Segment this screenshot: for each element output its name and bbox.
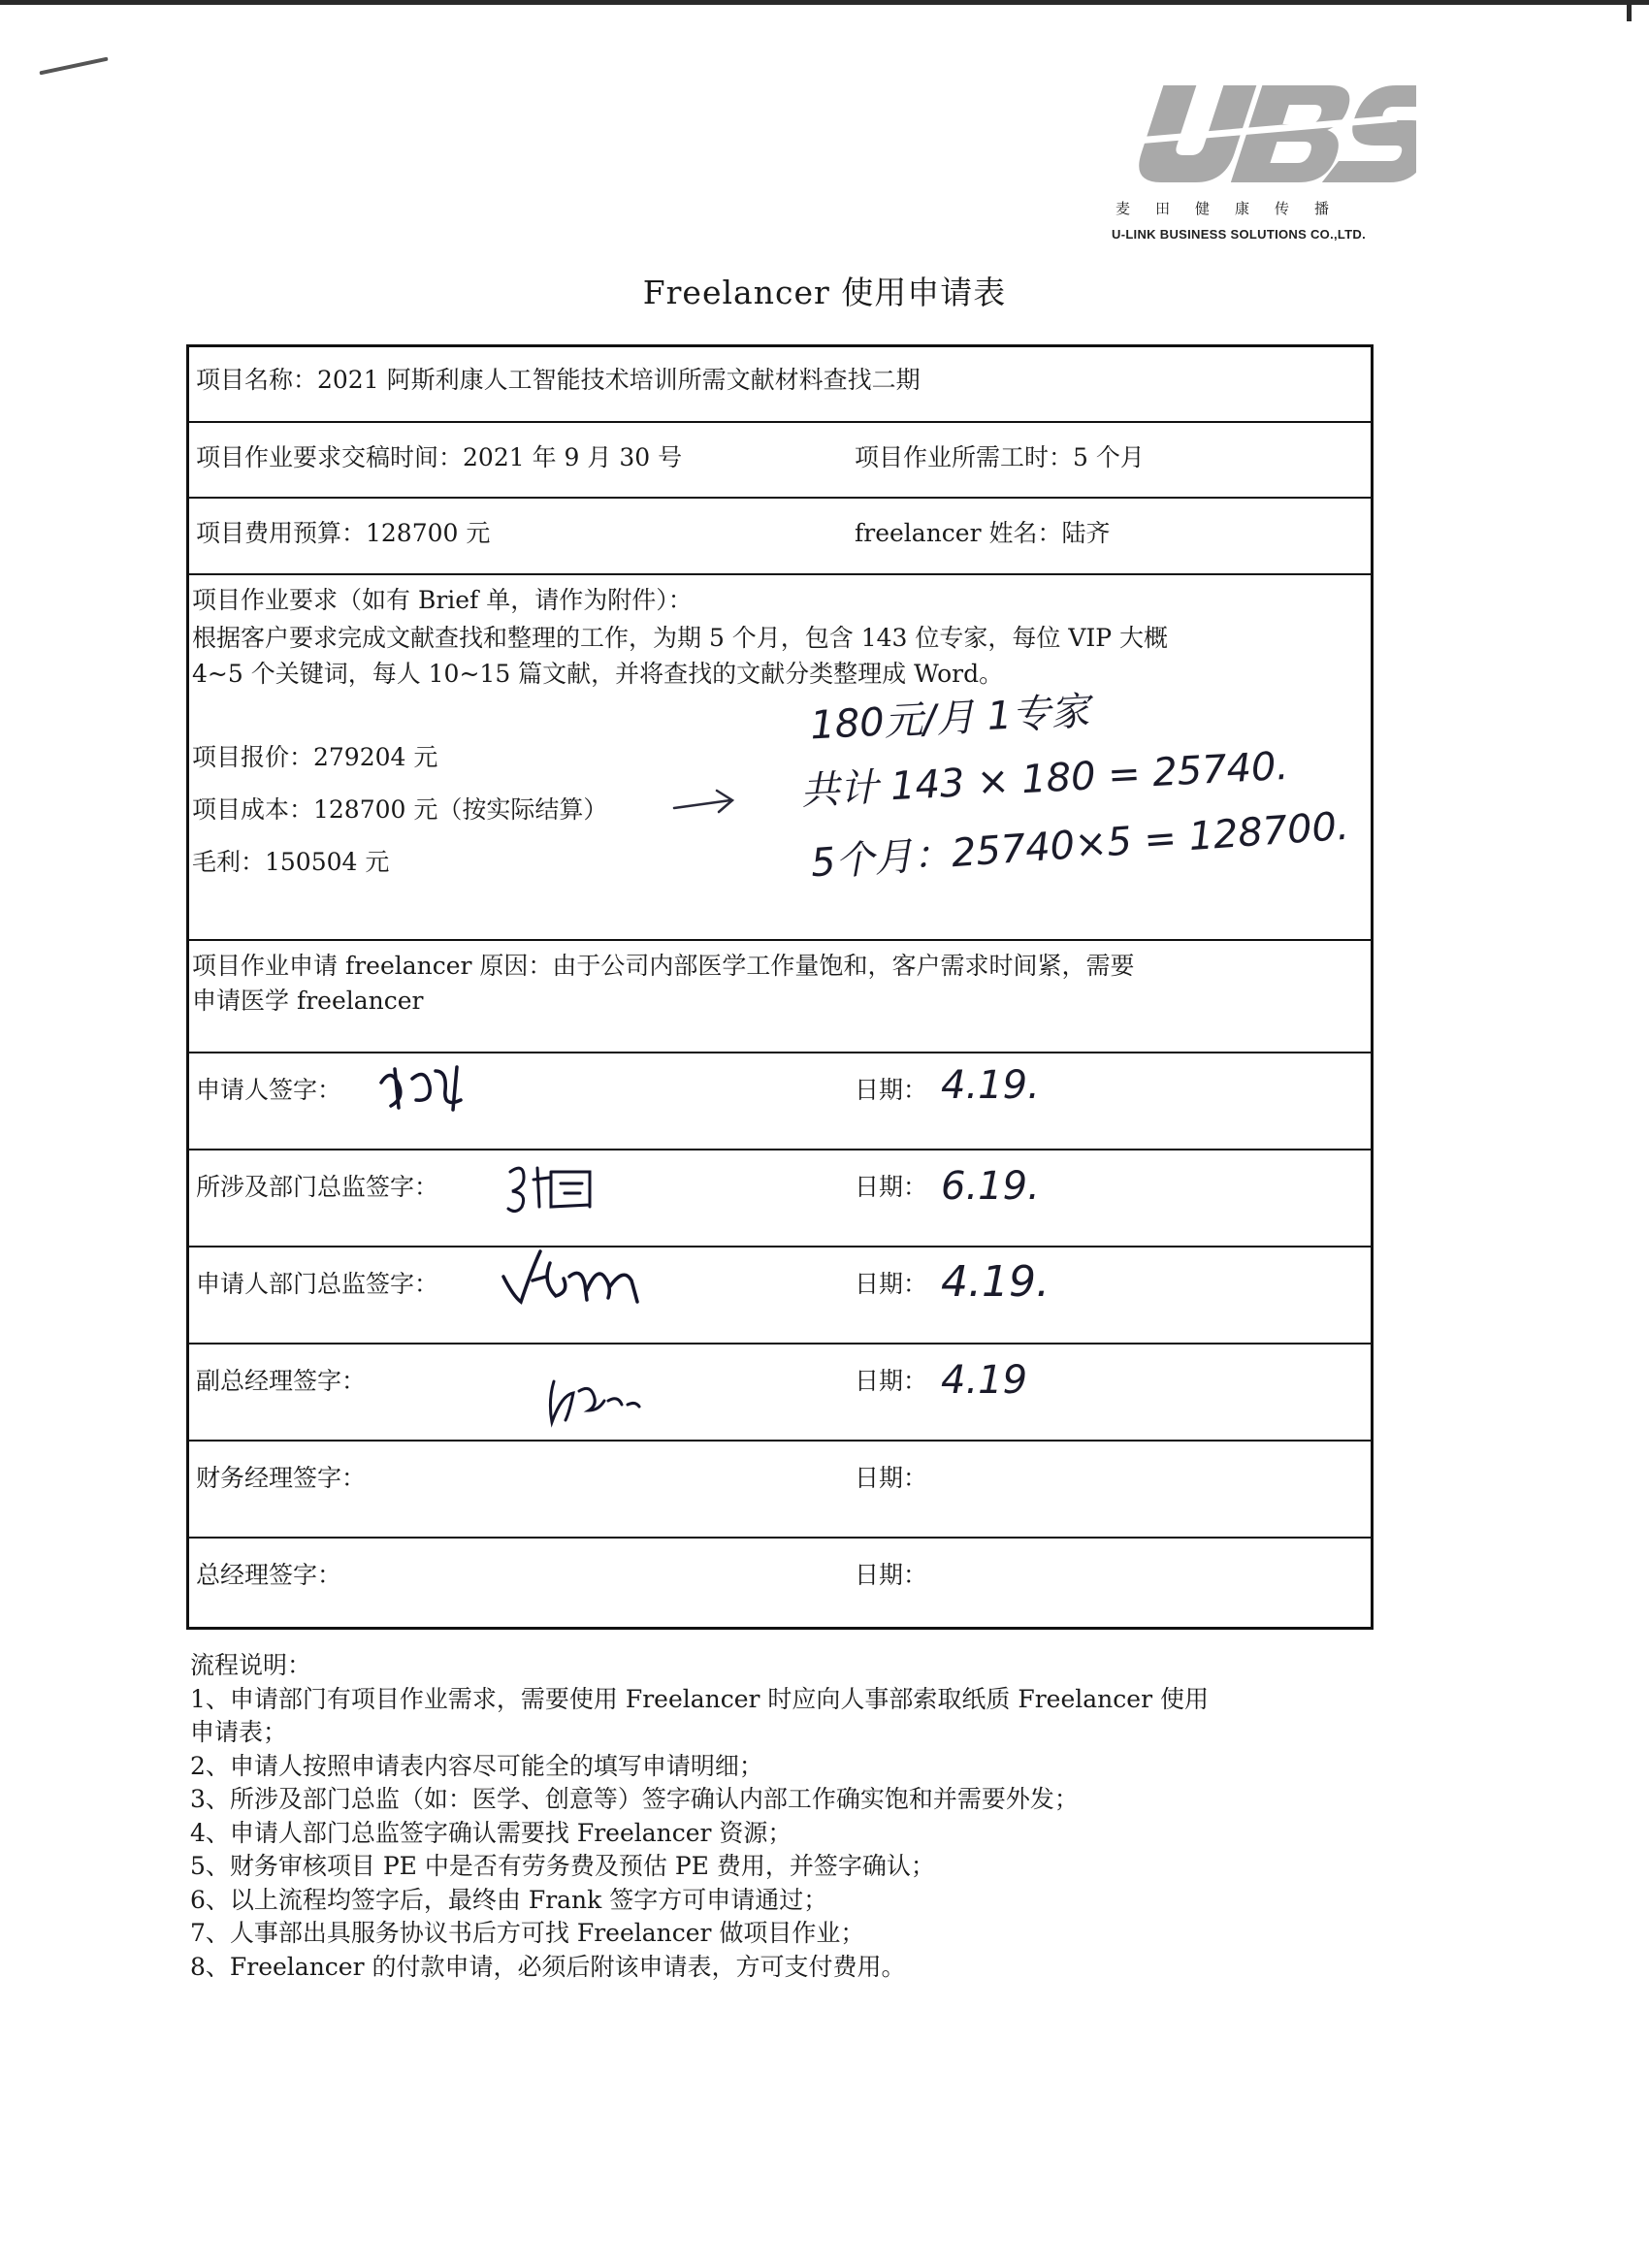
signature-row-applicant xyxy=(189,1053,1371,1150)
general-manager-date-label: 日期： xyxy=(855,1561,928,1589)
dept-director-signature-label: 所涉及部门总监签字： xyxy=(196,1173,439,1201)
vice-gm-signature xyxy=(540,1362,657,1430)
freelancer-name-field: freelancer 姓名：陆齐 xyxy=(855,519,1111,547)
applicant-signature xyxy=(373,1059,490,1118)
budget-field: 项目费用预算：128700 元 xyxy=(196,519,491,547)
notes-heading: 流程说明： xyxy=(190,1651,312,1679)
row-requirements xyxy=(189,575,1371,941)
quote-field: 项目报价：279204 元 xyxy=(192,743,438,771)
scan-edge-right xyxy=(1627,0,1632,21)
notes-item: 2、申请人按照申请表内容尽可能全的填写申请明细； xyxy=(190,1751,763,1780)
finance-manager-signature-label: 财务经理签字： xyxy=(196,1464,367,1492)
scan-edge-top xyxy=(0,0,1649,5)
notes-item: 4、申请人部门总监签字确认需要找 Freelancer 资源； xyxy=(190,1818,792,1847)
ubs-logo xyxy=(1106,83,1416,248)
general-manager-signature-label: 总经理签字： xyxy=(196,1561,342,1589)
reason-line-1: 项目作业申请 freelancer 原因：由于公司内部医学工作量饱和，客户需求时间紧，需要 xyxy=(192,952,1135,980)
notes-item: 1、申请部门有项目作业需求，需要使用 Freelancer 时应向人事部索取纸质 Freelancer 使用 xyxy=(190,1684,1209,1713)
dept-director-date-label: 日期： xyxy=(855,1173,928,1201)
vice-gm-date-label: 日期： xyxy=(855,1367,928,1395)
notes-item: 5、财务审核项目 PE 中是否有劳务费及预估 PE 费用，并签字确认； xyxy=(190,1852,935,1880)
logo-chinese-name: 麦田健康传播 xyxy=(1116,200,1355,217)
signature-row-dept-director xyxy=(189,1150,1371,1247)
margin-field: 毛利：150504 元 xyxy=(192,848,390,876)
applicant-date-label: 日期： xyxy=(855,1076,928,1104)
applicant-director-signature xyxy=(498,1247,653,1315)
vice-gm-signature-label: 副总经理签字： xyxy=(196,1367,367,1395)
signature-row-applicant-director xyxy=(189,1247,1371,1345)
row-deadline xyxy=(189,423,1371,499)
scan-mark xyxy=(39,57,108,76)
vice-gm-date: 4.19 xyxy=(941,1358,1028,1403)
notes-item: 7、人事部出具服务协议书后方可找 Freelancer 做项目作业； xyxy=(190,1919,865,1947)
finance-manager-date-label: 日期： xyxy=(855,1464,928,1492)
applicant-director-date-label: 日期： xyxy=(855,1270,928,1298)
notes-item: 3、所涉及部门总监（如：医学、创意等）签字确认内部工作确实饱和并需要外发； xyxy=(190,1785,1079,1813)
applicant-signature-label: 申请人签字： xyxy=(196,1076,342,1104)
application-form xyxy=(186,344,1374,1630)
handwritten-calc-line-3: 5个月：25740×5 = 128700. xyxy=(809,803,1351,887)
dept-director-date: 6.19. xyxy=(941,1164,1040,1209)
arrow-icon xyxy=(670,779,738,818)
requirements-heading: 项目作业要求（如有 Brief 单，请作为附件）： xyxy=(192,586,693,614)
row-budget xyxy=(189,499,1371,575)
applicant-date: 4.19. xyxy=(941,1063,1040,1108)
signature-row-finance-manager xyxy=(189,1442,1371,1539)
row-project-name xyxy=(189,347,1371,423)
project-name-field: 项目名称：2021 阿斯利康人工智能技术培训所需文献材料查找二期 xyxy=(196,366,921,394)
applicant-director-date: 4.19. xyxy=(941,1257,1050,1307)
cost-field: 项目成本：128700 元（按实际结算） xyxy=(192,795,608,824)
applicant-director-signature-label: 申请人部门总监签字： xyxy=(196,1270,439,1298)
row-reason xyxy=(189,941,1371,1053)
handwritten-calc-line-1: 180元/月 1专家 xyxy=(809,689,1091,749)
document-title: Freelancer 使用申请表 xyxy=(642,274,1007,311)
dept-director-signature xyxy=(504,1158,611,1216)
signature-row-vice-gm xyxy=(189,1345,1371,1442)
notes-item: 6、以上流程均签字后，最终由 Frank 签字方可申请通过； xyxy=(190,1885,828,1914)
requirements-line-1: 根据客户要求完成文献查找和整理的工作，为期 5 个月，包含 143 位专家，每位 VIP 大概 xyxy=(192,624,1169,652)
deadline-field: 项目作业要求交稿时间：2021 年 9 月 30 号 xyxy=(196,443,683,471)
notes-item: 8、Freelancer 的付款申请，必须后附该申请表，方可支付费用。 xyxy=(190,1952,906,1981)
process-notes xyxy=(190,1649,1403,1984)
signature-row-general-manager xyxy=(189,1539,1371,1630)
logo-english-name: U-LINK BUSINESS SOLUTIONS CO.,LTD. xyxy=(1112,227,1367,242)
reason-line-2: 申请医学 freelancer xyxy=(192,987,424,1015)
work-hours-field: 项目作业所需工时：5 个月 xyxy=(855,443,1145,471)
notes-item: 申请表； xyxy=(190,1718,288,1746)
handwritten-calc-line-2: 共计 143 × 180 = 25740. xyxy=(799,743,1290,815)
requirements-line-2: 4~5 个关键词，每人 10~15 篇文献，并将查找的文献分类整理成 Word。 xyxy=(192,660,1004,688)
